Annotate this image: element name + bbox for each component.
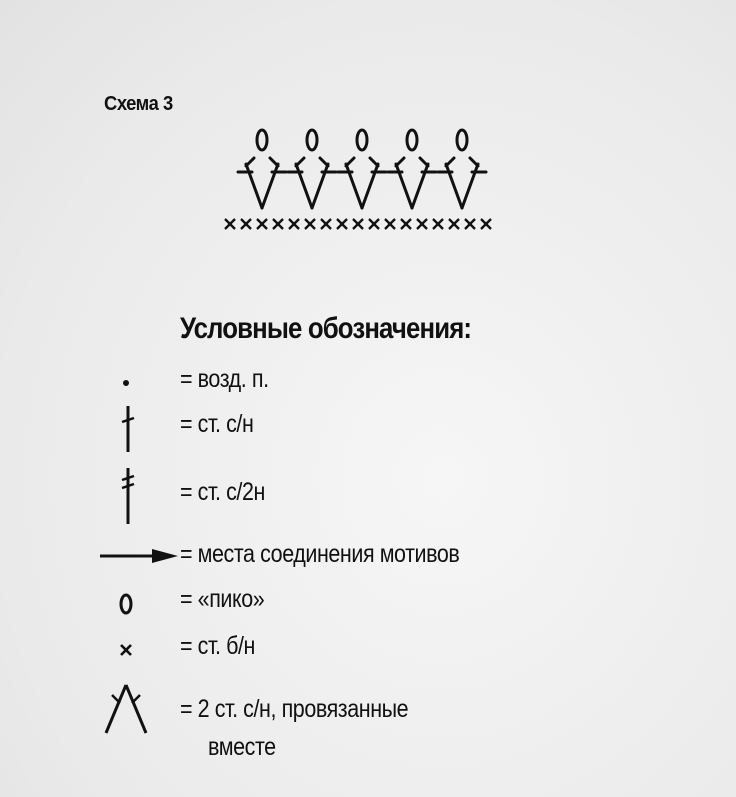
- legend-text-sc: = ст. б/н: [180, 632, 255, 660]
- legend-text-arrow: = места соединения мотивов: [180, 540, 460, 568]
- chart-picot: [407, 130, 417, 150]
- chart-single-crochet: [417, 219, 427, 229]
- legend-row-dc: [0, 410, 736, 450]
- legend-row-sc: [0, 632, 736, 672]
- chart-single-crochet: [337, 219, 347, 229]
- chart-dc2tog-cluster: [438, 158, 486, 208]
- chart-picot: [357, 130, 367, 150]
- legend-text-chain: = возд. п.: [180, 365, 269, 393]
- legend-row-dc2tog: [0, 695, 736, 775]
- chart-single-crochet: [369, 219, 379, 229]
- legend-text-picot: = «пико»: [180, 585, 265, 613]
- chart-dc2tog-cluster: [238, 158, 286, 208]
- chart-picot: [457, 130, 467, 150]
- chart-single-crochet: [321, 219, 331, 229]
- legend-text-tr: = ст. с/2н: [180, 478, 265, 506]
- chart-single-crochet: [289, 219, 299, 229]
- chart-single-crochet: [353, 219, 363, 229]
- chart-single-crochet: [305, 219, 315, 229]
- chart-single-crochet: [401, 219, 411, 229]
- chart-single-crochet: [385, 219, 395, 229]
- chart-dc2tog-cluster: [388, 158, 436, 208]
- legend-row-arrow: [0, 540, 736, 580]
- chart-single-crochet: [433, 219, 443, 229]
- legend-text-dc2tog: = 2 ст. с/н, провязанные: [180, 695, 409, 723]
- legend-text-dc: = ст. с/н: [180, 410, 254, 438]
- legend-text-dc2tog-line2: вместе: [208, 733, 276, 761]
- chart-dc2tog-cluster: [288, 158, 336, 208]
- chart-single-crochet: [449, 219, 459, 229]
- crochet-chart: [222, 124, 512, 236]
- double-crochet-icon: [118, 404, 138, 454]
- chain-stitch-icon: [118, 375, 134, 391]
- chart-picot: [307, 130, 317, 150]
- scheme-title: Схема 3: [104, 93, 173, 115]
- chart-single-crochet: [481, 219, 491, 229]
- legend-row-chain: [0, 365, 736, 405]
- chart-single-crochet: [465, 219, 475, 229]
- chart-picot: [257, 130, 267, 150]
- chart-single-crochet: [257, 219, 267, 229]
- chart-dc2tog-cluster: [338, 158, 386, 208]
- chart-single-crochet: [225, 219, 235, 229]
- legend-row-picot: [0, 585, 736, 625]
- legend-row-tr: [0, 478, 736, 518]
- picot-icon: [116, 591, 136, 617]
- single-crochet-icon: [118, 642, 134, 658]
- join-arrow-icon: [98, 546, 180, 566]
- chart-single-crochet: [273, 219, 283, 229]
- treble-crochet-icon: [118, 466, 138, 526]
- dc2tog-icon: [100, 681, 152, 737]
- chart-single-crochet: [241, 219, 251, 229]
- legend-title: Условные обозначения:: [180, 312, 472, 345]
